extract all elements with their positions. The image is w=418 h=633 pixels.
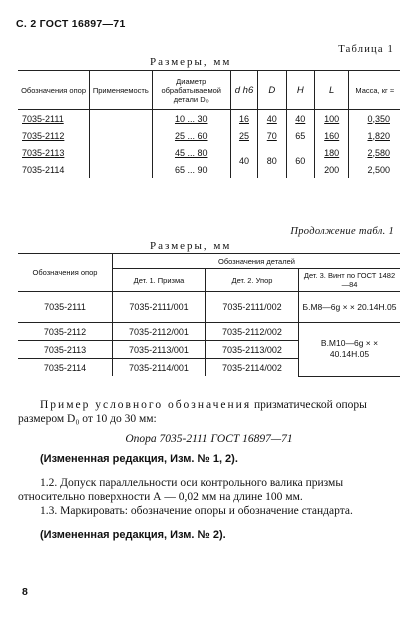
table-row <box>18 144 400 161</box>
cell-diameter: 65 ... 90 <box>152 161 230 178</box>
table1-caption: Размеры, мм <box>150 56 232 68</box>
example-rest: призматической опоры размером D₀ от 10 до 30 мм: <box>18 399 367 425</box>
table-1-continuation <box>18 253 400 377</box>
table-row <box>18 292 400 323</box>
example-designation: Опора 7035-2111 ГОСТ 16897—71 <box>125 433 293 445</box>
cell-name: 7035-2113 <box>18 144 90 161</box>
cell-name: 7035-2114 <box>18 359 113 377</box>
edit-note-2: (Измененная редакция, Изм. № 2). <box>40 529 226 541</box>
cell-prism: 7035-2113/001 <box>113 341 206 359</box>
cell-d: 40 <box>230 144 257 178</box>
cell-H: 40 <box>286 110 315 128</box>
cell-prism: 7035-2114/001 <box>113 359 206 377</box>
cell-diameter: 10 ... 30 <box>152 110 230 128</box>
cell-name: 7035-2111 <box>18 292 113 323</box>
cell-L: 180 <box>315 144 349 161</box>
cell-D: 80 <box>258 144 287 178</box>
cell-diameter: 45 ... 80 <box>152 144 230 161</box>
edit-note-1: (Измененная редакция, Изм. № 1, 2). <box>40 453 238 465</box>
cell-H: 65 <box>286 127 315 144</box>
col-D: D <box>258 71 287 110</box>
table2-caption: Размеры, мм <box>150 240 232 252</box>
table-row <box>18 127 400 144</box>
col-diameter: Диаметр обрабатываемой детали D₀ <box>152 71 230 110</box>
cell-stop: 7035-2114/002 <box>206 359 299 377</box>
table2-header-row <box>18 254 400 269</box>
cell-mass: 0,350 <box>349 110 400 128</box>
table-continuation-label: Продолжение табл. 1 <box>290 226 394 237</box>
table1-header-row <box>18 71 400 110</box>
col-stop: Дет. 2. Упор <box>206 269 299 292</box>
cell-name: 7035-2113 <box>18 341 113 359</box>
col-name: Обозначения опор <box>18 71 90 110</box>
page-header: С. 2 ГОСТ 16897—71 <box>16 18 126 30</box>
cell-name: 7035-2111 <box>18 110 90 128</box>
cell-bolt: Б.М8—6g × × 20.14Н.05 <box>299 292 401 323</box>
paragraph-1-3: 1.3. Маркировать: обозначение опоры и обозначение стандарта. <box>40 505 353 517</box>
col-application: Применяемость <box>90 71 152 110</box>
table-label: Таблица 1 <box>338 44 394 55</box>
table-1 <box>18 70 400 178</box>
cell-H: 60 <box>286 144 315 178</box>
cell-name: 7035-2112 <box>18 127 90 144</box>
col-d: d h6 <box>230 71 257 110</box>
cell-name: 7035-2112 <box>18 323 113 341</box>
cell-application <box>90 110 152 179</box>
paragraph-1-2: 1.2. Допуск параллельности оси контрольного валика призмы относительно поверхности А — 0,02 мм на длине 100 мм. <box>18 477 344 503</box>
cell-prism: 7035-2111/001 <box>113 292 206 323</box>
col-group: Обозначения деталей <box>113 254 401 269</box>
cell-mass: 2,500 <box>349 161 400 178</box>
cell-D: 40 <box>258 110 287 128</box>
cell-prism: 7035-2112/001 <box>113 323 206 341</box>
col-mass: Масса, кг ≈ <box>349 71 400 110</box>
cell-bolt: В.М10—6g × × 40.14Н.05 <box>299 323 401 377</box>
cell-diameter: 25 ... 60 <box>152 127 230 144</box>
table-row <box>18 161 400 178</box>
cell-stop: 7035-2111/002 <box>206 292 299 323</box>
cell-D: 70 <box>258 127 287 144</box>
example-lead: Пример условного обозначения <box>40 399 252 411</box>
col-bolt: Дет. 3. Винт по ГОСТ 1482—84 <box>299 269 401 292</box>
cell-d: 16 <box>230 110 257 128</box>
col-H: H <box>286 71 315 110</box>
cell-mass: 1,820 <box>349 127 400 144</box>
cell-d: 25 <box>230 127 257 144</box>
col-prism: Дет. 1. Призма <box>113 269 206 292</box>
cell-name: 7035-2114 <box>18 161 90 178</box>
cell-L: 160 <box>315 127 349 144</box>
col-L: L <box>315 71 349 110</box>
col-name: Обозначения опор <box>18 254 113 292</box>
cell-stop: 7035-2112/002 <box>206 323 299 341</box>
cell-stop: 7035-2113/002 <box>206 341 299 359</box>
example-paragraph <box>18 398 400 426</box>
cell-L: 200 <box>315 161 349 178</box>
page-number: 8 <box>22 586 28 598</box>
table-row <box>18 110 400 128</box>
table-row <box>18 323 400 341</box>
cell-mass: 2,580 <box>349 144 400 161</box>
cell-L: 100 <box>315 110 349 128</box>
